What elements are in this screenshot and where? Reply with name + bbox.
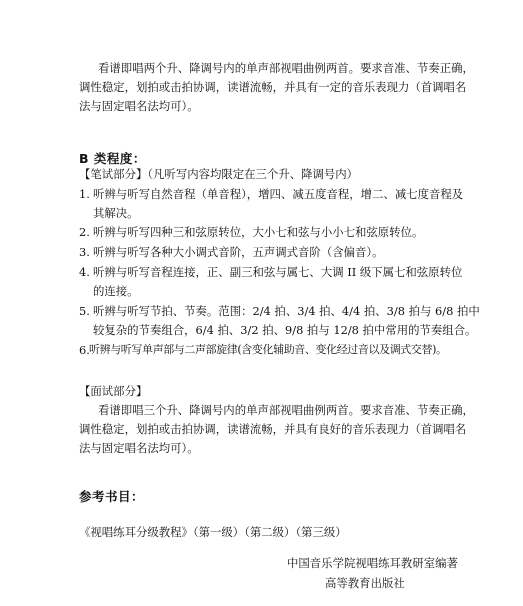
item-number: 1. (79, 187, 90, 201)
oral-line-2: 调性稳定，划拍或击拍协调，读谱流畅，并具有良好的音乐表现力（首调唱名 (79, 422, 467, 436)
list-item-line: 听辨与听写各种大小调式音阶，五声调式音阶（含偏音）。 (93, 245, 384, 259)
oral-line-3: 法与固定唱名法均可）。 (79, 441, 199, 455)
list-item-line: 其解决。 (93, 206, 139, 220)
item-number: 4. (79, 265, 90, 279)
written-part-header: 【笔试部分】（凡听写内容均限定在三个升、降调号内） (79, 167, 359, 181)
item-number: 2. (79, 225, 90, 239)
intro-line-3: 法与固定唱名法均可）。 (79, 99, 199, 113)
list-item-line: 听辨与听写自然音程（单音程），增四、减五度音程，增二、减七度音程及 (93, 187, 464, 201)
item-number: 6. (79, 343, 90, 357)
list-item-line: 听辨与听写单声部与二声部旋律(含变化辅助音、变化经过音以及调式交替)。 (89, 343, 447, 356)
item-number: 5. (79, 304, 90, 318)
list-item-line: 听辨与听写节拍、节奏。范围：2/4 拍、3/4 拍、4/4 拍、3/8 拍与 6/8 拍中 (93, 304, 480, 318)
intro-line-2: 调性稳定，划拍或击拍协调，读谱流畅，并具有一定的音乐表现力（首调唱名 (79, 80, 467, 94)
oral-part-header: 【面试部分】 (79, 384, 148, 398)
reference-book: 《视唱练耳分级教程》（第一级）（第二级）（第三级） (79, 525, 347, 539)
list-item-line: 听辨与听写音程连接，正、副三和弦与属七、大调 II 级下属七和弦原转位 (93, 265, 463, 279)
list-item-line: 听辨与听写四种三和弦原转位，大小七和弦与小小七和弦原转位。 (93, 225, 424, 239)
section-b-title: B 类程度： (79, 151, 146, 166)
list-item-line: 较复杂的节奏组合，6/4 拍、3/2 拍、9/8 拍与 12/8 拍中常用的节奏组合。 (93, 323, 477, 337)
list-item-line: 的连接。 (93, 284, 139, 298)
oral-line-1: 看谱即唱三个升、降调号内的单声部视唱曲例两首。要求音准、节奏正确， (98, 403, 474, 417)
references-title: 参考书目： (79, 489, 145, 504)
intro-line-1: 看谱即唱两个升、降调号内的单声部视唱曲例两首。要求音准、节奏正确， (98, 61, 474, 75)
reference-editor: 中国音乐学院视唱练耳教研室编著 (287, 556, 458, 570)
item-number: 3. (79, 245, 90, 259)
reference-publisher: 高等教育出版社 (325, 576, 405, 590)
